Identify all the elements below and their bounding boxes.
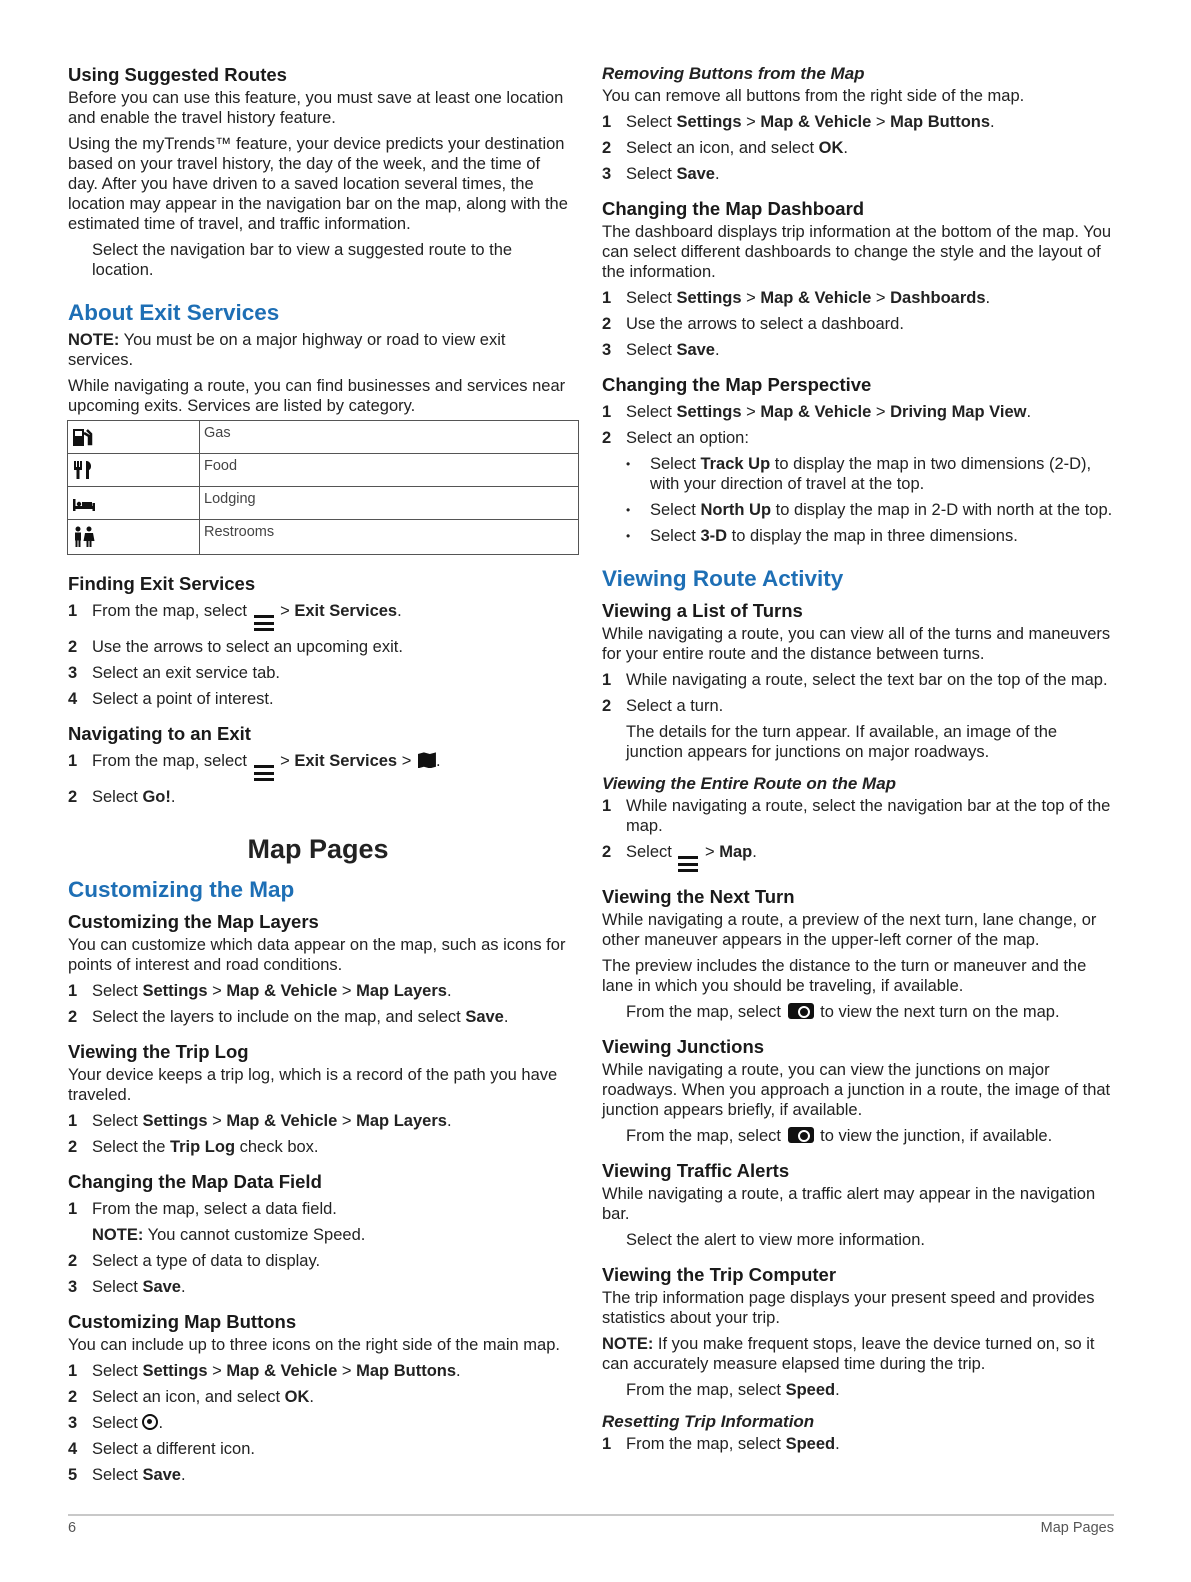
heading-viewing-entire-route: Viewing the Entire Route on the Map [602, 774, 897, 793]
paragraph: While navigating a route, you can view all of the turns and maneuvers for your entire route and the distance between turns. [602, 625, 1111, 663]
heading-about-exit-services: About Exit Services [68, 300, 280, 325]
list-item: 1 Select Settings > Map & Vehicle > Map Buttons. [68, 1362, 461, 1381]
list-item: 3 Select Save. [602, 165, 720, 183]
footer-divider [68, 1514, 1114, 1516]
restrooms-icon [72, 526, 96, 548]
heading-changing-map-dashboard: Changing the Map Dashboard [602, 198, 865, 219]
list-item: 2 Select the Trip Log check box. [68, 1138, 319, 1157]
next-turn-icon [788, 1003, 814, 1019]
paragraph: The trip information page displays your present speed and provides statistics about your trip. [602, 1289, 1095, 1327]
junction-icon [788, 1127, 814, 1143]
table-row [68, 487, 579, 520]
steps-list [68, 1199, 568, 1297]
exit-services-table [67, 420, 579, 555]
table-cell-label: Gas [200, 421, 579, 454]
list-item: 1 From the map, select a data field. NOTE: You cannot customize Speed. [68, 1199, 568, 1245]
left-column [68, 64, 568, 1485]
heading-viewing-trip-log: Viewing the Trip Log [68, 1041, 249, 1063]
paragraph: The preview includes the distance to the turn or maneuver and the lane in which you should be traveling, if available. [602, 957, 1087, 995]
list-item: 3 Select Save. [602, 341, 720, 359]
heading-viewing-trip-computer: Viewing the Trip Computer [602, 1264, 837, 1285]
heading-changing-map-data-field: Changing the Map Data Field [68, 1171, 322, 1193]
paragraph: The dashboard displays trip information at the bottom of the map. You can select different dashboards to change the style and the layout of the information. [602, 223, 1112, 281]
steps-list [602, 288, 1114, 360]
right-column [602, 64, 1114, 1454]
heading-removing-buttons: Removing Buttons from the Map [602, 64, 865, 83]
list-item: 1 Select Settings > Map & Vehicle > Dashboards. [602, 289, 991, 307]
step-text: Select the navigation bar to view a suggested route to the location. [92, 241, 513, 279]
steps-list [602, 1434, 1114, 1454]
note-label: NOTE: [68, 331, 120, 349]
heading-viewing-traffic-alerts: Viewing Traffic Alerts [602, 1160, 790, 1181]
paragraph: While navigating a route, a traffic alert may appear in the navigation bar. [602, 1185, 1096, 1223]
list-item: 1 From the map, select Speed. [602, 1435, 840, 1453]
list-item: 2 Select a turn. The details for the turn appear. If available, an image of the junction appears for junctions on major roadways. [602, 697, 1058, 761]
heading-viewing-junctions: Viewing Junctions [602, 1036, 765, 1057]
paragraph: You can remove all buttons from the right side of the map. [602, 87, 1025, 105]
heading-resetting-trip-information: Resetting Trip Information [602, 1412, 815, 1431]
list-item: 2 Select the layers to include on the map, and select Save. [68, 1008, 509, 1027]
step-text: From the map, select to view the junction, if available. [626, 1127, 1053, 1145]
list-item: 2 Select Go!. [68, 788, 176, 807]
list-item: 1 While navigating a route, select the navigation bar at the top of the map. [602, 797, 1111, 835]
lodging-icon [72, 495, 96, 513]
list-item: 4 Select a point of interest. [68, 690, 274, 709]
list-item: 1 From the map, select > Exit Services. [68, 601, 568, 631]
map-icon [418, 752, 436, 768]
paragraph: Your device keeps a trip log, which is a record of the path you have traveled. [68, 1066, 558, 1105]
menu-icon [254, 765, 274, 781]
heading-viewing-list-of-turns: Viewing a List of Turns [602, 600, 803, 621]
list-item: 2 Select an icon, and select OK. [602, 139, 848, 157]
footer-section-title: Map Pages [1040, 1520, 1114, 1536]
steps-list [602, 796, 1114, 872]
note: NOTE: You must be on a major highway or road to view exit services. [68, 331, 506, 369]
list-item: 2 Select a type of data to display. [68, 1252, 321, 1271]
steps-list [68, 601, 568, 709]
note: NOTE: If you make frequent stops, leave the device turned on, so it can accurately measure elapsed time during the trip. [602, 1335, 1095, 1373]
steps-list [68, 1361, 568, 1485]
table-row [68, 520, 579, 555]
heading-customizing-map-layers: Customizing the Map Layers [68, 911, 319, 933]
steps-list [602, 112, 1114, 184]
list-item: • Select 3-D to display the map in three dimensions. [626, 526, 1114, 546]
list-item: 1 Select Settings > Map & Vehicle > Map Layers. [68, 982, 452, 1001]
steps-list [68, 751, 568, 807]
list-item: 2 Use the arrows to select an upcoming exit. [68, 638, 403, 657]
list-item: 2 Select an icon, and select OK. [68, 1388, 314, 1407]
paragraph: You can customize which data appear on the map, such as icons for points of interest and road conditions. [68, 936, 566, 975]
table-row [68, 421, 579, 454]
heading-navigating-to-exit: Navigating to an Exit [68, 723, 251, 745]
table-cell-label: Lodging [200, 487, 579, 520]
list-item: • Select North Up to display the map in 2-D with north at the top. [626, 500, 1114, 520]
list-item: 4 Select a different icon. [68, 1440, 255, 1459]
step-text: Select the alert to view more information. [626, 1231, 925, 1249]
steps-list [68, 981, 568, 1027]
bullet-list [602, 454, 1114, 546]
step-text: From the map, select Speed. [626, 1381, 840, 1399]
list-item: 1 From the map, select > Exit Services > . [68, 751, 568, 781]
table-cell-icon [68, 421, 200, 454]
steps-list [602, 670, 1114, 762]
list-item: 3 Select Save. [68, 1278, 186, 1297]
paragraph: Using the myTrends™ feature, your device predicts your destination based on your travel history, the day of the week, and the time of day. After you have driven to a saved location several times, the location may appear in the navigation bar on the map, along with the estimated time of travel, and traffic information. [68, 135, 568, 233]
list-item: 1 Select Settings > Map & Vehicle > Map Buttons. [602, 113, 995, 131]
step-text: From the map, select to view the next turn on the map. [626, 1003, 1060, 1021]
steps-list [602, 402, 1114, 448]
page-number: 6 [68, 1520, 77, 1536]
heading-customizing-the-map: Customizing the Map [68, 877, 295, 903]
heading-changing-map-perspective: Changing the Map Perspective [602, 374, 872, 395]
list-item: 2 Use the arrows to select a dashboard. [602, 315, 904, 333]
note: NOTE: You cannot customize Speed. [92, 1226, 366, 1245]
menu-icon [254, 615, 274, 631]
add-circle-icon [142, 1414, 158, 1430]
table-cell-label: Food [200, 454, 579, 487]
paragraph: While navigating a route, a preview of the next turn, lane change, or other maneuver appears in the upper-left corner of the map. [602, 911, 1097, 949]
paragraph: Before you can use this feature, you must save at least one location and enable the travel history feature. [68, 89, 564, 127]
list-item: 1 Select Settings > Map & Vehicle > Map Layers. [68, 1112, 452, 1131]
heading-viewing-next-turn: Viewing the Next Turn [602, 886, 795, 907]
paragraph: While navigating a route, you can find businesses and services near upcoming exits. Services are listed by category. [68, 377, 566, 415]
table-cell-icon [68, 520, 200, 555]
list-item: 2 Select > Map. [602, 842, 1114, 872]
table-row [68, 454, 579, 487]
heading-using-suggested-routes: Using Suggested Routes [68, 64, 287, 85]
list-item: 2 Select an option: [602, 429, 749, 447]
paragraph: While navigating a route, you can view the junctions on major roadways. When you approach a junction in a route, the image of that junction appears briefly, if available. [602, 1061, 1111, 1119]
table-cell-icon [68, 454, 200, 487]
gas-icon [72, 427, 94, 447]
chapter-title: Map Pages [247, 834, 389, 865]
list-item: 3 Select . [68, 1414, 164, 1433]
table-cell-icon [68, 487, 200, 520]
steps-list [68, 1111, 568, 1157]
heading-viewing-route-activity: Viewing Route Activity [602, 566, 844, 591]
list-item: • Select Track Up to display the map in two dimensions (2-D), with your direction of travel at the top. [626, 454, 1114, 494]
table-cell-label: Restrooms [200, 520, 579, 555]
food-icon [72, 460, 94, 480]
list-item: 1 While navigating a route, select the text bar on the top of the map. [602, 671, 1108, 689]
heading-finding-exit-services: Finding Exit Services [68, 573, 256, 595]
list-item: 1 Select Settings > Map & Vehicle > Driving Map View. [602, 403, 1032, 421]
menu-icon [678, 856, 698, 872]
list-item: 5 Select Save. [68, 1466, 186, 1485]
list-item: 3 Select an exit service tab. [68, 664, 281, 683]
paragraph: You can include up to three icons on the right side of the main map. [68, 1336, 560, 1355]
heading-customizing-map-buttons: Customizing Map Buttons [68, 1311, 297, 1333]
